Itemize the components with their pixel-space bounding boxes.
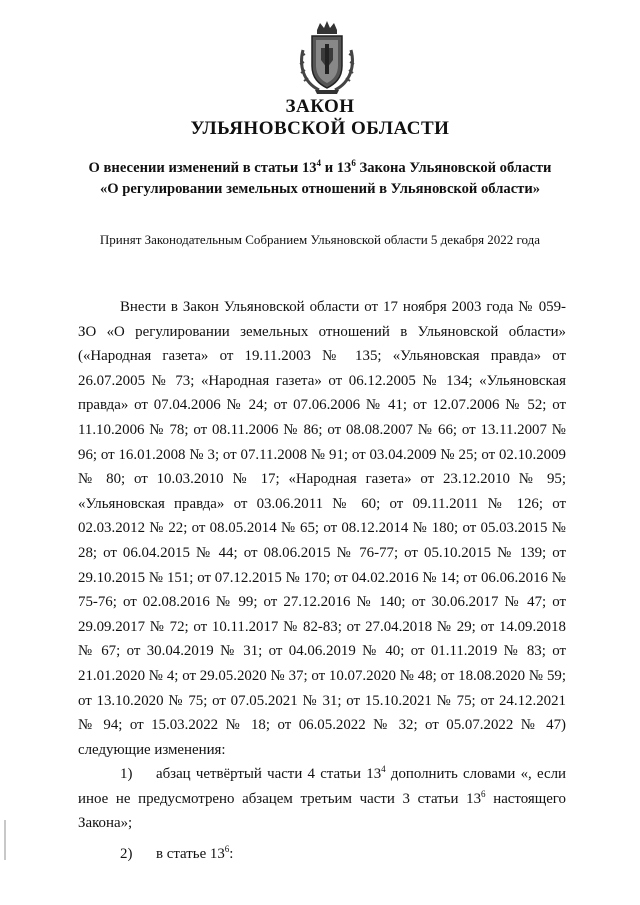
intro-paragraph: Внести в Закон Ульяновской области от 17 ноября 2003 года № 059-ЗО «О регулировании земельных отношений в Ульяновской области» («Народная газета» от 19.11.2003 № 135; «Ульяновская правда» от 26.07.2005 № 73; «Народная газета» от 06.12.2005 № 134; «Ульяновская правда» от 07.04.2006 № 24; от 07.06.2006 № 41; от 12.07.2006 № 52; от 11.10.2006 № 78; от 08.11.2006 № 86; от 08.08.2007 № 66; от 13.11.2007 № 96; от 16.01.2008 № 3; от 07.11.2008 № 91; от 03.04.2009 № 25; от 02.10.2009 № 80; от 10.03.2010 № 17; «Народная газета» от 23.12.2010 № 95; «Ульяновская правда» от 03.06.2011 № 60; от 09.11.2011 № 126; от 02.03.2012 № 22; от 08.05.2014 № 65; от 08.12.2014 № 180; от 05.03.2015 № 28; от 06.04.2015 № 44; от 08.06.2015 № 76-77; от 05.10.2015 № 139; от 29.10.2015 № 151; от 07.12.2015 № 170; от 04.02.2016 № 14; от 06.06.2016 № 75-76; от 02.08.2016 № 99; от 27.12.2016 № 140; от 30.06.2017 № 47; от 29.09.2017 № 72; от 10.11.2017 № 82-83; от 27.04.2018 № 29; от 14.09.2018 № 67; от 30.04.2019 № 31; от 04.06.2019 № 40; от 01.11.2019 № 83; от 21.01.2020 № 4; от 29.05.2020 № 37; от 10.07.2020 № 48; от 18.08.2020 № 59; от 13.10.2020 № 75; от 07.05.2021 № 31; от 15.10.2021 № 75; от 24.12.2021 № 94; от 15.03.2022 № 18; от 06.05.2022 № 32; от 05.07.2022 № 47) следующие изменения: [78, 299, 566, 758]
coat-of-arms-emblem [297, 20, 357, 96]
law-body [78, 295, 566, 867]
scan-margin-mark [4, 820, 6, 860]
region-name: УЛЬЯНОВСКОЙ ОБЛАСТИ [190, 118, 450, 139]
list-item-1: 1) абзац четвёртый части 4 статьи $13^4$ дополнить словами «, если иное не предусмотрено абзацем третьим части 3 статьи $13^6$ настоящего Закона»; [78, 762, 566, 836]
subtitle-line-1: О внесении изменений в статьи $13^4$ и $13^6$ Закона Ульяновской области [88, 158, 552, 176]
law-subtitle [0, 158, 640, 200]
subtitle-line-2: «О регулировании земельных отношений в Ульяновской области» [99, 181, 541, 197]
adoption-note: Принят Законодательным Собранием Ульяновской области 5 декабря 2022 года [99, 232, 541, 247]
law-title [0, 96, 640, 140]
item-number: 1) [120, 766, 133, 783]
item-number: 2) [120, 846, 133, 863]
list-item-2: 2) в статье $13^6$: [78, 842, 566, 867]
law-label: ЗАКОН [285, 96, 355, 117]
